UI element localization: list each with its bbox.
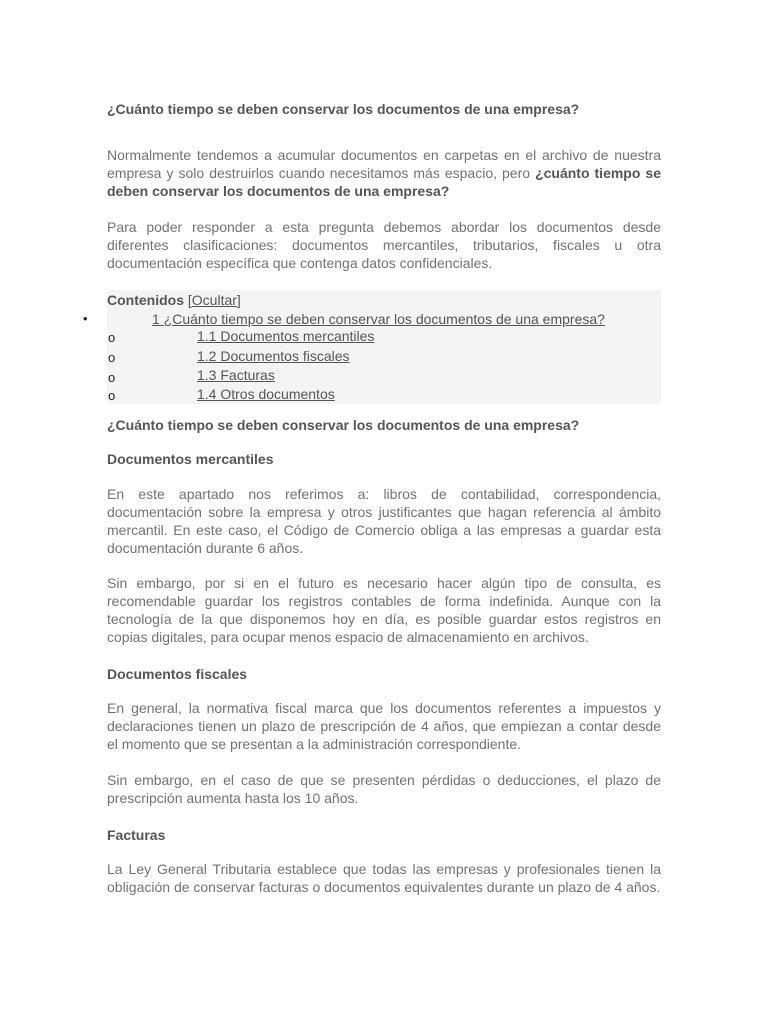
- intro-paragraph-2: Para poder responder a esta pregunta debemos abordar los documentos desde diferentes clasificaciones: documentos mercantiles, tributarios, fiscales u otra documentación específica que contenga datos confidenciales.: [107, 219, 661, 271]
- toc-link[interactable]: 1.2 Documentos fiscales: [197, 348, 350, 364]
- mercantiles-paragraph-2: Sin embargo, por si en el futuro es necesario hacer algún tipo de consulta, es recomendable guardar los registros contables de forma indefinida. Aunque con la tecnología de la que disponemos hoy en día, es posible guardar estos registros en copias digitales, para ocupar menos espacio de almacenamiento en archivos.: [107, 575, 661, 645]
- toc-sub-bullet-icon: o: [108, 330, 116, 345]
- fiscales-paragraph-1: En general, la normativa fiscal marca que los documentos referentes a impuestos y declaraciones tienen un plazo de prescripción de 4 años, que empiezan a contar desde el momento que se presentan a la administración correspondiente.: [107, 700, 661, 752]
- toc-sub-bullet-icon: o: [108, 388, 116, 403]
- toc-bracket-close: ]: [236, 292, 241, 308]
- toc-item-1-3[interactable]: [197, 367, 275, 383]
- toc-item-1[interactable]: [152, 311, 605, 327]
- toc-link[interactable]: 1.1 Documentos mercantiles: [197, 328, 375, 344]
- toc-item-1-2[interactable]: [197, 348, 350, 364]
- toc-link[interactable]: 1 ¿Cuánto tiempo se deben conservar los documentos de una empresa?: [152, 311, 605, 327]
- toc-bullet-icon: •: [83, 311, 88, 326]
- fiscales-paragraph-2: Sin embargo, en el caso de que se presenten pérdidas o deducciones, el plazo de prescripción aumenta hasta los 10 años.: [107, 772, 661, 806]
- section-title: ¿Cuánto tiempo se deben conservar los documentos de una empresa?: [107, 417, 580, 433]
- heading-facturas: Facturas: [107, 827, 166, 843]
- toc-hide-link[interactable]: Ocultar: [191, 292, 237, 308]
- intro1-bold-question: ¿cuánto tiempo se deben conservar los documentos de una empresa?: [107, 165, 662, 199]
- toc-bracket-open: [: [187, 292, 192, 308]
- toc-item-1-1[interactable]: [197, 328, 374, 344]
- intro1-text: Normalmente tendemos a acumular documentos en carpetas en el archivo de nuestra empresa y solo destruirlos cuando necesitamos más espacio, pero: [107, 147, 661, 181]
- page-title: ¿Cuánto tiempo se deben conservar los documentos de una empresa?: [107, 101, 580, 117]
- toc-link[interactable]: 1.4 Otros documentos: [197, 386, 335, 402]
- mercantiles-paragraph-1: En este apartado nos referimos a: libros de contabilidad, correspondencia, documentación sobre la empresa y otros justificantes que hagan referencia al ámbito mercantil. En este caso, el Código de Comercio obliga a las empresas a guardar esta documentación durante 6 años.: [107, 486, 661, 556]
- toc-sub-bullet-icon: o: [108, 370, 116, 385]
- heading-documentos-fiscales: Documentos fiscales: [107, 666, 248, 682]
- table-of-contents: [83, 290, 661, 404]
- toc-header: [107, 292, 241, 308]
- heading-documentos-mercantiles: Documentos mercantiles: [107, 451, 274, 467]
- intro-paragraph-1: [107, 146, 661, 200]
- facturas-paragraph-1: La Ley General Tributaria establece que todas las empresas y profesionales tienen la obligación de conservar facturas o documentos equivalentes durante un plazo de 4 años.: [107, 861, 661, 895]
- toc-sub-bullet-icon: o: [108, 350, 116, 365]
- toc-item-1-4[interactable]: [197, 386, 335, 402]
- toc-link[interactable]: 1.3 Facturas: [197, 367, 275, 383]
- toc-label: Contenidos: [107, 292, 184, 308]
